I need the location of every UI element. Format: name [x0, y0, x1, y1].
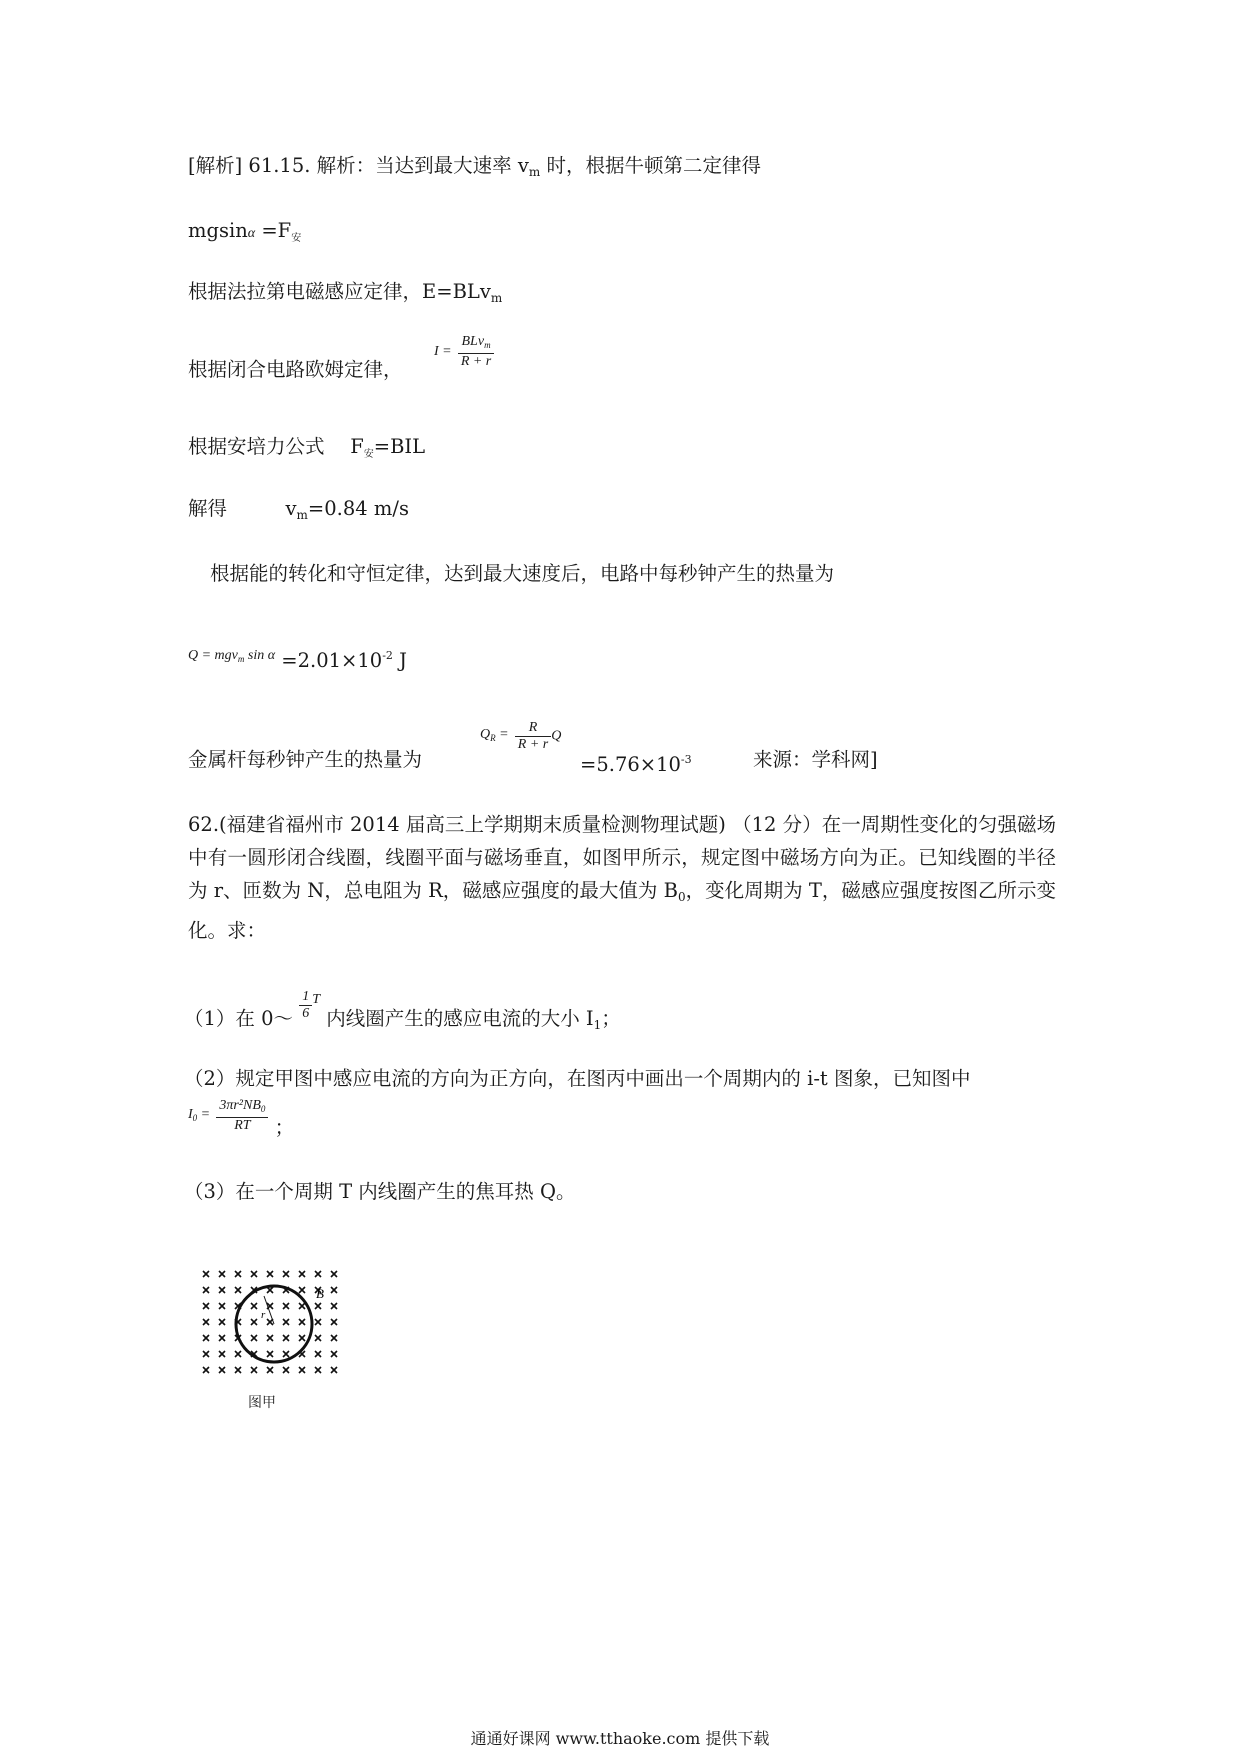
- rod-heat-numerator: R: [515, 720, 551, 737]
- heat-formula-text: Q = mgv: [188, 648, 238, 663]
- q2-text: （2）规定甲图中感应电流的方向为正方向，在图丙中画出一个周期内的 i-t 图象，已知图中: [184, 1067, 971, 1090]
- question-3: [184, 1178, 576, 1206]
- q1-suffix: 内线圈产生的感应电流的大小 I: [326, 1007, 594, 1030]
- field-cross: [331, 1319, 337, 1325]
- heat-unit: J: [392, 649, 407, 672]
- q1-period: T: [312, 992, 321, 1007]
- eq5-suffix: =BIL: [373, 435, 426, 458]
- field-cross: [267, 1367, 273, 1373]
- rod-heat-fraction: [515, 720, 551, 753]
- figure-caption: 图甲: [248, 1395, 276, 1411]
- q2-denominator: RT: [234, 1118, 251, 1133]
- field-cross: [203, 1319, 209, 1325]
- rod-heat-q-factor: Q: [551, 728, 562, 744]
- field-cross: [251, 1271, 257, 1277]
- field-cross: [315, 1303, 321, 1309]
- field-cross: [299, 1287, 305, 1293]
- field-cross: [315, 1367, 321, 1373]
- heat-formula: [188, 648, 275, 663]
- radius-label: r: [261, 1309, 266, 1321]
- eq5-text: 根据安培力公式 F: [188, 435, 364, 458]
- field-cross: [235, 1287, 241, 1293]
- field-cross: [235, 1271, 241, 1277]
- rod-heat-q: Q: [480, 727, 491, 742]
- q2-fraction: [216, 1098, 268, 1134]
- field-cross: [331, 1287, 337, 1293]
- field-cross: [315, 1271, 321, 1277]
- field-cross: [283, 1351, 289, 1357]
- eq5-subscript: 安: [363, 449, 374, 460]
- field-cross: [219, 1367, 225, 1373]
- field-cross: [235, 1351, 241, 1357]
- rod-heat-lhs: $Q_R$ =: [480, 727, 509, 743]
- q1-frac-num: 1: [299, 989, 312, 1006]
- question-1: [184, 989, 621, 1039]
- field-cross: [203, 1367, 209, 1373]
- problem-intro-text: 62.(福建省福州市 2014 届高三上学期期末质量检测物理试题) （12 分）在一周期性变化的匀强磁场中有一圆形闭合线圈，线圈平面与磁场垂直，如图甲所示，规定图中磁场方向为正。已知线圈的半径为 r、匝数为 N，总电阻为 R，磁感应强度的最大值为 B: [188, 813, 1056, 902]
- magnetic-field-figure: [200, 1268, 350, 1388]
- eq4-text: 根据闭合电路欧姆定律，: [188, 358, 403, 381]
- alpha-symbol: α: [247, 226, 256, 241]
- q2-lhs: $I_0$ =: [188, 1106, 211, 1123]
- equation-ampere: [188, 433, 425, 469]
- source-note: 来源：学科网]: [753, 748, 878, 771]
- heat-formula-sin: sin α: [244, 648, 276, 663]
- field-cross: [331, 1303, 337, 1309]
- q3-text: （3）在一个周期 T 内线圈产生的焦耳热 Q。: [184, 1180, 576, 1203]
- field-cross: [251, 1367, 257, 1373]
- solution-heading-text: [解析] 61.15. 解析：当达到最大速率 v: [188, 154, 529, 177]
- field-cross: [251, 1319, 257, 1325]
- rod-heat-value: =5.76×10: [580, 753, 681, 776]
- eq2-mid: =F: [255, 219, 292, 242]
- field-label-b: B: [316, 1286, 324, 1301]
- q2-numerator: 3πr²NB: [219, 1098, 261, 1113]
- field-cross: [203, 1287, 209, 1293]
- field-cross: [315, 1335, 321, 1341]
- field-cross: [203, 1303, 209, 1309]
- eq2-prefix: mgsin: [188, 219, 248, 242]
- equation-heat: [188, 642, 407, 681]
- rod-heat-result: [580, 746, 692, 779]
- field-cross: [251, 1303, 257, 1309]
- field-cross: [331, 1351, 337, 1357]
- eq3-subscript: m: [490, 291, 503, 305]
- ohm-lhs: I =: [434, 344, 452, 359]
- field-cross: [283, 1367, 289, 1373]
- field-cross: [203, 1351, 209, 1357]
- field-cross: [219, 1351, 225, 1357]
- page-footer: 通通好课网 www.tthaoke.com 提供下载: [470, 1729, 770, 1748]
- field-cross: [219, 1319, 225, 1325]
- field-cross: [331, 1271, 337, 1277]
- eq9-text: 金属杆每秒钟产生的热量为: [188, 748, 423, 771]
- field-cross: [235, 1367, 241, 1373]
- q1-subscript: 1: [593, 1018, 602, 1032]
- field-cross: [219, 1287, 225, 1293]
- field-cross: [299, 1367, 305, 1373]
- eq2-subscript: 安: [291, 233, 302, 244]
- eq6-suffix: =0.84 m/s: [307, 497, 409, 520]
- equation-force-balance: [188, 217, 301, 253]
- ohm-num-sub: m: [484, 340, 491, 350]
- field-cross: [283, 1303, 289, 1309]
- field-cross: [315, 1351, 321, 1357]
- question-2-formula: [188, 1098, 295, 1139]
- q2-end: ；: [274, 1115, 295, 1139]
- field-cross: [219, 1271, 225, 1277]
- problem-62-intro: [188, 808, 1056, 947]
- heat-formula-sub: m: [237, 654, 245, 664]
- heat-result: =2.01×10: [275, 649, 383, 672]
- q1-end: ；: [601, 1007, 621, 1030]
- energy-statement: [210, 560, 834, 588]
- eq3-text: 根据法拉第电磁感应定律，E=BLv: [188, 280, 491, 303]
- field-cross: [219, 1335, 225, 1341]
- field-cross: [267, 1335, 273, 1341]
- field-cross: [299, 1319, 305, 1325]
- field-cross: [251, 1335, 257, 1341]
- field-cross: [299, 1335, 305, 1341]
- rod-heat-formula: [480, 720, 561, 753]
- vm-subscript: m: [528, 165, 541, 179]
- field-cross: [315, 1319, 321, 1325]
- field-cross: [331, 1335, 337, 1341]
- eq6-prefix: 解得 v: [188, 497, 297, 520]
- q1-frac-den: 6: [302, 1006, 310, 1021]
- q2-lhs-i: I: [188, 1106, 193, 1122]
- solution-heading-suffix: 时，根据牛顿第二定律得: [540, 154, 761, 177]
- eq6-subscript: m: [296, 508, 308, 522]
- ohm-numerator: BLv: [461, 334, 485, 349]
- ohm-denominator: R + r: [460, 354, 492, 369]
- field-cross: [299, 1271, 305, 1277]
- field-cross: [331, 1367, 337, 1373]
- ohm-formula: [434, 334, 494, 370]
- result-vm: [188, 495, 409, 529]
- equation-faraday: [188, 278, 502, 312]
- rod-heat-q-sub: R: [490, 733, 496, 743]
- q2-num-sub: 0: [260, 1104, 266, 1114]
- eq7-text: 根据能的转化和守恒定律，达到最大速度后，电路中每秒钟产生的热量为: [210, 562, 835, 585]
- equation-ohm: [188, 334, 492, 384]
- field-cross: [219, 1303, 225, 1309]
- b0-subscript: 0: [677, 890, 686, 904]
- field-cross: [203, 1271, 209, 1277]
- radius-line: [264, 1296, 274, 1324]
- problem-intro-suffix: ，变化周期为 T，磁感应强度按图乙所示变化。求：: [188, 879, 1056, 942]
- field-cross: [267, 1271, 273, 1277]
- field-cross: [267, 1351, 273, 1357]
- q2-lhs-sub: 0: [192, 1112, 198, 1123]
- q1-prefix: （1）在 0～: [184, 1007, 294, 1030]
- rod-heat-exponent: -3: [680, 753, 692, 766]
- ohm-fraction: [458, 334, 494, 370]
- field-cross: [283, 1319, 289, 1325]
- heat-exponent: -2: [382, 649, 393, 662]
- field-cross: [203, 1335, 209, 1341]
- rod-heat-denominator: R + r: [517, 737, 549, 752]
- field-cross: [283, 1335, 289, 1341]
- q1-fraction: [299, 989, 312, 1022]
- question-2: [184, 1065, 970, 1093]
- field-cross: [283, 1271, 289, 1277]
- solution-heading-line: [188, 152, 761, 186]
- field-cross: [299, 1303, 305, 1309]
